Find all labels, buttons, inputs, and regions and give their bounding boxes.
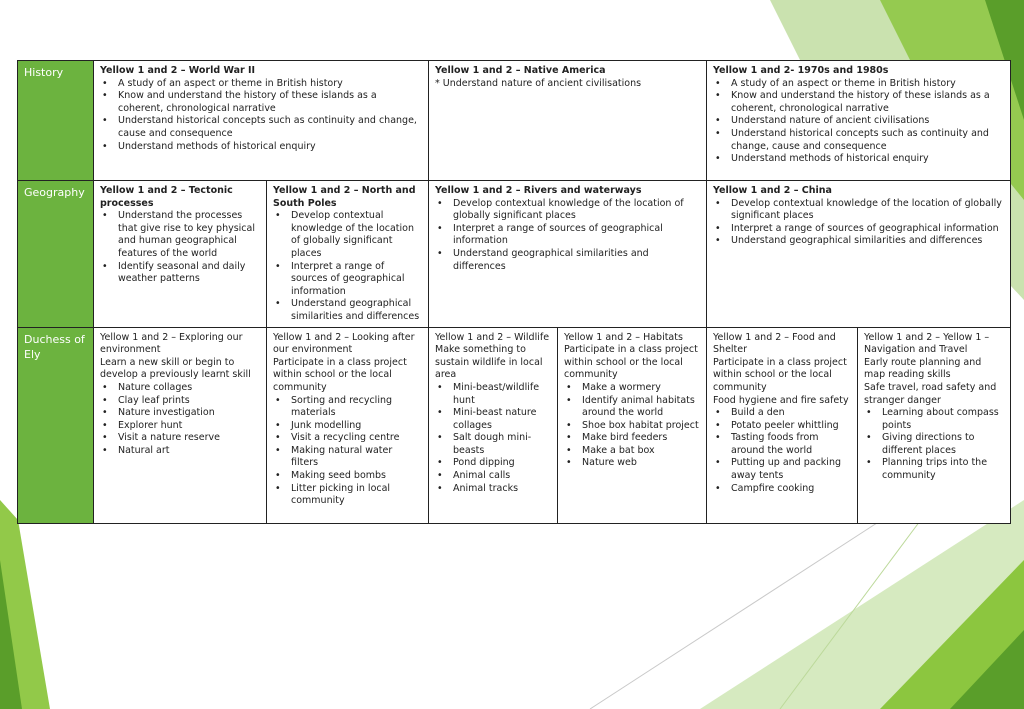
duchess-bullet: • Salt dough mini-beasts (435, 432, 551, 457)
duchess-bullet: • Potato peeler whittling (713, 420, 851, 433)
curriculum-table (17, 60, 1011, 524)
duchess-bullet: • Make bird feeders (564, 432, 700, 445)
duchess-bullet: • Tasting foods from around the world (713, 432, 851, 457)
duchess-bullet: • Making natural water filters (273, 445, 422, 470)
history-cell-1 (94, 61, 429, 181)
geography-bullet: • Understand the processes that give rise to key physical and human geographical features of the world (100, 210, 260, 260)
history-bullet: • Understand methods of historical enquiry (713, 153, 1004, 166)
history-topic-title: Yellow 1 and 2- 1970s and 1980s (713, 65, 889, 76)
duchess-bullet: • Sorting and recycling materials (273, 395, 422, 420)
duchess-intro: Yellow 1 and 2 – Exploring our environment (100, 331, 243, 356)
history-cell-3 (707, 61, 1011, 181)
duchess-bullet: • Junk modelling (273, 420, 422, 433)
history-bullet: • Understand nature of ancient civilisations (713, 115, 1004, 128)
geography-topic-title: Yellow 1 and 2 – North and South Poles (273, 185, 416, 209)
geography-topic-title: Yellow 1 and 2 – Tectonic processes (100, 185, 233, 209)
history-bullet: • Understand historical concepts such as continuity and change, cause and consequence (713, 128, 1004, 153)
duchess-cell-1 (94, 327, 267, 523)
subject-geography: Geography (18, 181, 94, 328)
duchess-bullet: • Learning about compass points (864, 407, 1004, 432)
duchess-bullet: • Nature collages (100, 382, 260, 395)
geography-bullet: • Interpret a range of sources of geographical information (435, 223, 700, 248)
history-row (18, 61, 1011, 181)
duchess-intro: Participate in a class project within school or the local community (564, 344, 698, 381)
duchess-bullet: • Explorer hunt (100, 420, 260, 433)
history-bullet: • A study of an aspect or theme in British history (713, 78, 1004, 91)
duchess-bullet: • Natural art (100, 445, 260, 458)
duchess-bullet: • Make a wormery (564, 382, 700, 395)
geography-bullet: • Interpret a range of sources of geographical information (273, 261, 422, 299)
duchess-intro: Learn a new skill or begin to develop a previously learnt skill (100, 356, 251, 381)
duchess-bullet: • Visit a nature reserve (100, 432, 260, 445)
history-bullet: • Understand historical concepts such as continuity and change, cause and consequence (100, 115, 422, 140)
duchess-intro: Participate in a class project within school or the local community (273, 356, 407, 393)
duchess-bullet: • Build a den (713, 407, 851, 420)
subject-history: History (18, 61, 94, 181)
duchess-intro: Make something to sustain wildlife in local area (435, 344, 543, 381)
duchess-bullet: • Planning trips into the community (864, 457, 1004, 482)
geography-cell-3 (429, 181, 707, 328)
geography-topic-title: Yellow 1 and 2 – China (713, 185, 832, 196)
duchess-cell-4 (558, 327, 707, 523)
duchess-cell-6 (858, 327, 1011, 523)
duchess-bullet: • Animal tracks (435, 483, 551, 496)
geography-cell-2 (267, 181, 429, 328)
history-topic-title: Yellow 1 and 2 – Native America (435, 65, 606, 76)
duchess-intro: Participate in a class project within school or the local community (713, 356, 847, 393)
duchess-bullet: • Clay leaf prints (100, 395, 260, 408)
duchess-intro: Yellow 1 and 2 – Wildlife (435, 331, 550, 343)
duchess-bullet: • Campfire cooking (713, 483, 851, 496)
geography-bullet: • Develop contextual knowledge of the location of globally significant places (435, 198, 700, 223)
duchess-intro: Early route planning and map reading skills (864, 356, 982, 381)
geography-bullet: • Interpret a range of sources of geographical information (713, 223, 1004, 236)
history-topic-title: Yellow 1 and 2 – World War II (100, 65, 256, 76)
geography-bullet: • Identify seasonal and daily weather patterns (100, 261, 260, 286)
geography-bullet: • Develop contextual knowledge of the location of globally significant places (273, 210, 422, 260)
duchess-cell-2 (267, 327, 429, 523)
geography-bullet: • Understand geographical similarities and differences (713, 235, 1004, 248)
geography-topic-title: Yellow 1 and 2 – Rivers and waterways (435, 185, 642, 196)
geography-bullet: • Understand geographical similarities and differences (273, 298, 422, 323)
subject-duchess-of-ely: Duchess of Ely (18, 327, 94, 523)
duchess-bullet: • Litter picking in local community (273, 483, 422, 508)
history-bullet: • A study of an aspect or theme in British history (100, 78, 422, 91)
duchess-bullet: • Mini-beast/wildlife hunt (435, 382, 551, 407)
duchess-bullet: • Pond dipping (435, 457, 551, 470)
duchess-bullet: • Putting up and packing away tents (713, 457, 851, 482)
duchess-bullet: • Visit a recycling centre (273, 432, 422, 445)
duchess-bullet: • Make a bat box (564, 445, 700, 458)
history-cell-2 (429, 61, 707, 181)
duchess-bullet: • Nature web (564, 457, 700, 470)
duchess-intro: Yellow 1 and 2 – Habitats (564, 331, 683, 343)
duchess-intro: Safe travel, road safety and stranger danger (864, 381, 997, 406)
duchess-cell-5 (707, 327, 858, 523)
history-bullet: • Know and understand the history of these islands as a coherent, chronological narrative (713, 90, 1004, 115)
duchess-bullet: • Mini-beast nature collages (435, 407, 551, 432)
geography-row (18, 181, 1011, 328)
geography-cell-4 (707, 181, 1011, 328)
duchess-intro: Yellow 1 and 2 – Food and Shelter (713, 331, 836, 356)
history-bullet: • Understand methods of historical enquiry (100, 141, 422, 154)
duchess-bullet: • Giving directions to different places (864, 432, 1004, 457)
duchess-row (18, 327, 1011, 523)
duchess-bullet: • Identify animal habitats around the world (564, 395, 700, 420)
geography-bullet: • Develop contextual knowledge of the location of globally significant places (713, 198, 1004, 223)
geography-bullet: • Understand geographical similarities and differences (435, 248, 700, 273)
geography-cell-1 (94, 181, 267, 328)
duchess-bullet: • Animal calls (435, 470, 551, 483)
duchess-intro: Yellow 1 and 2 – Yellow 1 – Navigation and Travel (864, 331, 990, 356)
duchess-bullet: • Making seed bombs (273, 470, 422, 483)
duchess-bullet: • Shoe box habitat project (564, 420, 700, 433)
duchess-intro: Yellow 1 and 2 – Looking after our environment (273, 331, 415, 356)
history-bullet: • Know and understand the history of these islands as a coherent, chronological narrative (100, 90, 422, 115)
duchess-cell-3 (429, 327, 558, 523)
duchess-bullet: • Nature investigation (100, 407, 260, 420)
duchess-intro: Food hygiene and fire safety (713, 394, 849, 406)
history-note: * Understand nature of ancient civilisations (435, 77, 642, 89)
